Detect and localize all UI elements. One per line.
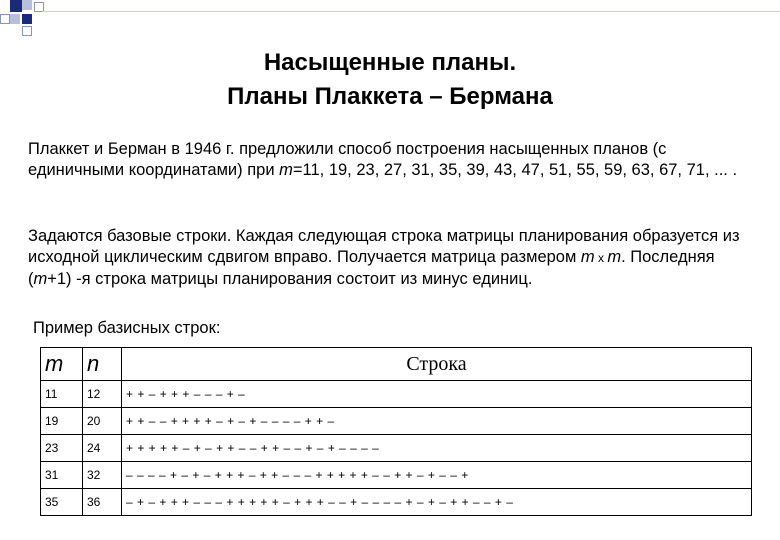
method-text-1: Задаются базовые строки. Каждая следующая строка матрицы планирования образуется из исходной циклическим сдвигом вправо. Получается матрица размером bbox=[28, 227, 740, 266]
header-n: n bbox=[83, 348, 122, 381]
decor-square bbox=[0, 14, 10, 24]
table-row bbox=[41, 435, 752, 462]
cell-m: 19 bbox=[41, 408, 83, 435]
table-row bbox=[41, 462, 752, 489]
cell-n: 36 bbox=[83, 489, 122, 516]
table-row bbox=[41, 408, 752, 435]
cell-m: 23 bbox=[41, 435, 83, 462]
cell-row: + + + + + – + – + + – – + + – – + – + – – – – bbox=[122, 435, 752, 462]
var-m: m bbox=[279, 161, 293, 179]
var-m: m bbox=[33, 270, 48, 288]
header-row: Строка bbox=[122, 348, 752, 381]
cell-n: 24 bbox=[83, 435, 122, 462]
cell-m: 31 bbox=[41, 462, 83, 489]
cell-row: – – – – + – + – + + + – + + – – – + + + + + – – + + – + – – + bbox=[122, 462, 752, 489]
table-row bbox=[41, 489, 752, 516]
cell-m: 35 bbox=[41, 489, 83, 516]
header-rule bbox=[42, 11, 780, 12]
decor-square bbox=[22, 14, 32, 24]
var-m: m bbox=[607, 248, 622, 266]
cell-row: – + – + + + – – – + + + + + – + + + – – + – – – – + – + – + + – – + – bbox=[122, 489, 752, 516]
cell-n: 32 bbox=[83, 462, 122, 489]
example-label: Пример базисных строк: bbox=[33, 319, 221, 337]
table-row bbox=[41, 381, 752, 408]
title-line-2: Планы Плаккета – Бермана bbox=[227, 83, 553, 110]
decor-square bbox=[10, 14, 20, 24]
cell-n: 12 bbox=[83, 381, 122, 408]
decor-square bbox=[22, 0, 32, 10]
cell-row: + + – – + + + + – + – + – – – – + + – bbox=[122, 408, 752, 435]
paragraph-intro bbox=[28, 139, 758, 181]
paragraph-method bbox=[28, 226, 758, 290]
corner-decoration bbox=[0, 0, 60, 40]
cell-row: + + – + + + – – – + – bbox=[122, 381, 752, 408]
cell-m: 11 bbox=[41, 381, 83, 408]
decor-square bbox=[10, 0, 22, 12]
intro-values: =11, 19, 23, 27, 31, 35, 39, 43, 47, 51, 55, 59, 63, 67, 71, ... . bbox=[292, 161, 738, 179]
cell-n: 20 bbox=[83, 408, 122, 435]
basis-rows-table bbox=[40, 347, 752, 516]
times-sign: x bbox=[594, 251, 608, 265]
table-header-row bbox=[41, 348, 752, 381]
method-text-3: +1) -я строка матрицы планирования состоит из минус единиц. bbox=[47, 270, 533, 288]
slide-title bbox=[0, 46, 780, 114]
title-line-1: Насыщенные планы. bbox=[263, 49, 517, 76]
header-m: m bbox=[41, 348, 83, 381]
var-m: m bbox=[580, 248, 595, 266]
decor-square bbox=[22, 26, 32, 36]
method-text-2: . Последняя ( bbox=[28, 248, 715, 288]
intro-text: Плаккет и Берман в 1946 г. предложили способ построения насыщенных планов (с единичными координатами) при bbox=[28, 140, 667, 179]
